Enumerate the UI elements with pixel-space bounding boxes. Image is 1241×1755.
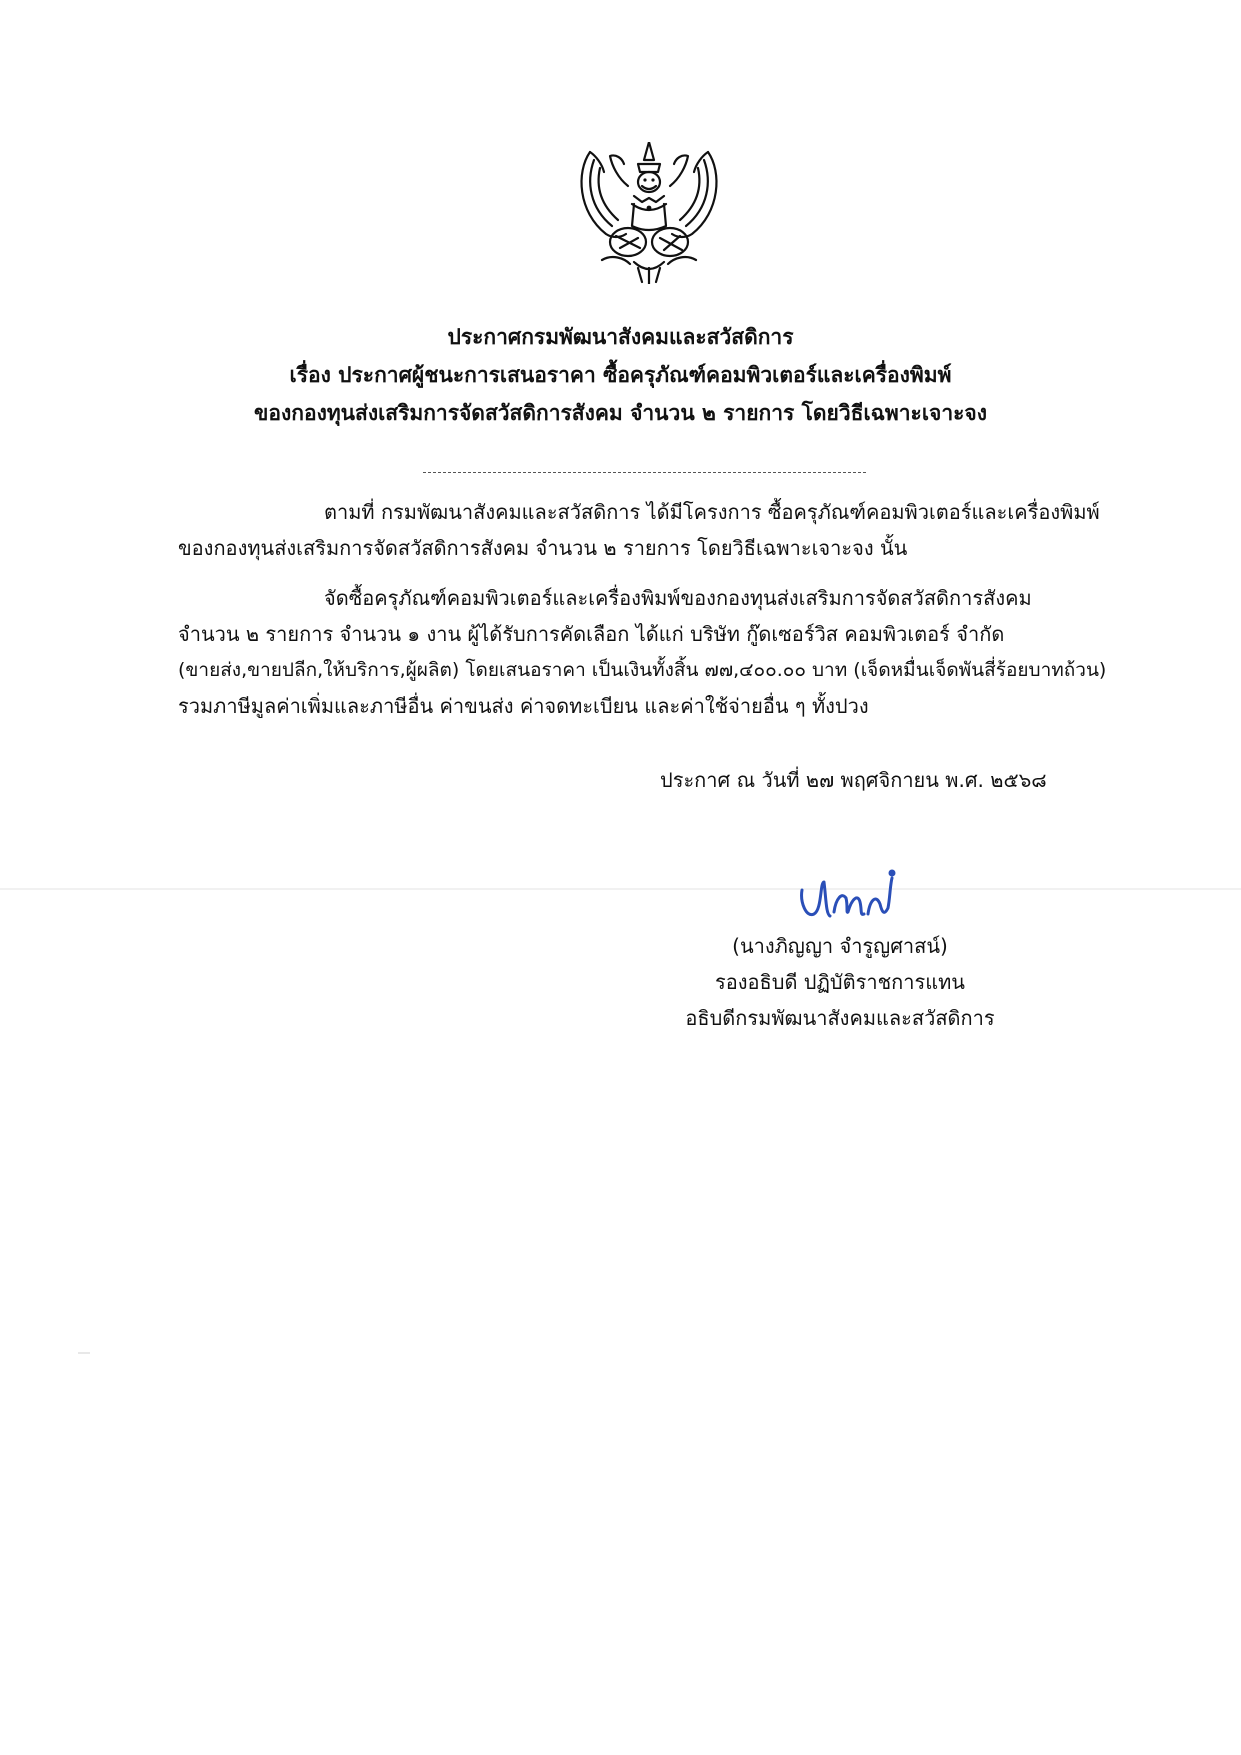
paragraph-1-line-2: ของกองทุนส่งเสริมการจัดสวัสดิการสังคม จำนวน ๒ รายการ โดยวิธีเฉพาะเจาะจง นั้น <box>178 536 908 560</box>
dashed-separator <box>423 472 866 473</box>
announcement-title <box>0 318 1241 432</box>
signer-position-line-1: รองอธิบดี ปฏิบัติราชการแทน <box>715 970 965 994</box>
announcement-date: ประกาศ ณ วันที่ ๒๗ พฤศจิกายน พ.ศ. ๒๕๖๘ <box>660 768 1047 792</box>
paragraph-2-line-2: จำนวน ๒ รายการ จำนวน ๑ งาน ผู้ได้รับการคัดเลือก ได้แก่ บริษัท กู๊ดเซอร์วิส คอมพิวเตอร์ จำกัด <box>178 622 1005 646</box>
title-subject-continued: ของกองทุนส่งเสริมการจัดสวัสดิการสังคม จำนวน ๒ รายการ โดยวิธีเฉพาะเจาะจง <box>254 401 987 425</box>
scan-fold-line <box>0 888 1241 890</box>
handwritten-signature-icon <box>796 868 906 924</box>
paragraph-award-details <box>178 580 1118 724</box>
signer-name: (นางภิญญา จำรูญศาสน์) <box>732 934 948 958</box>
paragraph-background <box>178 494 1118 566</box>
garuda-emblem-icon <box>572 142 726 284</box>
paragraph-2-line-4: รวมภาษีมูลค่าเพิ่มและภาษีอื่น ค่าขนส่ง ค่าจดทะเบียน และค่าใช้จ่ายอื่น ๆ ทั้งปวง <box>178 694 869 718</box>
paragraph-1-line-1: ตามที่ กรมพัฒนาสังคมและสวัสดิการ ได้มีโครงการ ซื้อครุภัณฑ์คอมพิวเตอร์และเครื่องพิมพ์ <box>324 500 1100 524</box>
title-subject: เรื่อง ประกาศผู้ชนะการเสนอราคา ซื้อครุภัณฑ์คอมพิวเตอร์และเครื่องพิมพ์ <box>289 363 952 387</box>
paragraph-2-line-3: (ขายส่ง,ขายปลีก,ให้บริการ,ผู้ผลิต) โดยเสนอราคา เป็นเงินทั้งสิ้น ๗๗,๔๐๐.๐๐ บาท (เจ็ดหมื่นเจ็ดพันสี่ร้อยบาทถ้วน) <box>178 659 1107 681</box>
title-issuer: ประกาศกรมพัฒนาสังคมและสวัสดิการ <box>447 325 794 349</box>
signer-position-line-2: อธิบดีกรมพัฒนาสังคมและสวัสดิการ <box>685 1006 995 1030</box>
signer-block <box>660 928 1020 1036</box>
paragraph-2-line-1: จัดซื้อครุภัณฑ์คอมพิวเตอร์และเครื่องพิมพ์ของกองทุนส่งเสริมการจัดสวัสดิการสังคม <box>324 586 1032 610</box>
scan-artifact <box>78 1352 90 1354</box>
